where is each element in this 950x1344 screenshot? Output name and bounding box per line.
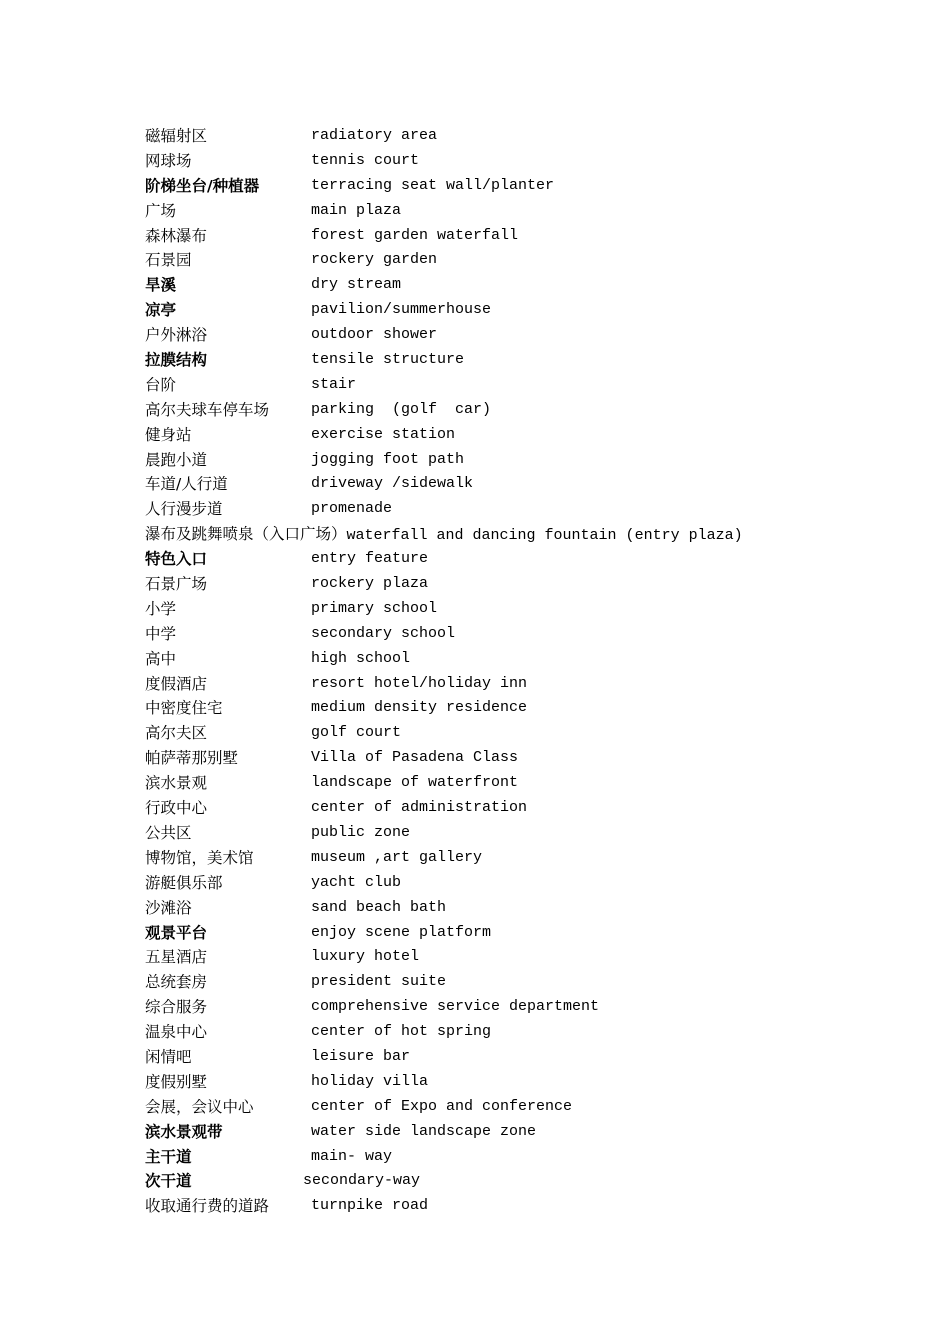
chinese-term: 特色入口 (145, 550, 208, 569)
chinese-term: 温泉中心 (145, 1023, 208, 1042)
glossary-entry (145, 846, 845, 871)
english-translation: primary school (311, 599, 438, 617)
glossary-entry (145, 1045, 845, 1070)
chinese-term: 滨水景观带 (145, 1122, 223, 1141)
glossary-entry (145, 348, 845, 373)
chinese-term: 户外淋浴 (145, 326, 208, 345)
glossary-entry (145, 622, 845, 647)
english-translation: president suite (311, 973, 447, 991)
glossary-entry (145, 921, 845, 946)
glossary-entry (145, 497, 845, 522)
english-translation: medium density residence (311, 699, 528, 717)
glossary-entry (145, 448, 845, 473)
glossary-entry (145, 1145, 845, 1170)
chinese-term: 磁辐射区 (145, 127, 208, 145)
english-translation: yacht club (311, 873, 402, 891)
glossary-entry (145, 149, 845, 174)
chinese-term: 拉膜结构 (145, 351, 208, 370)
chinese-term: 收取通行费的道路 (145, 1197, 270, 1216)
english-translation: main plaza (311, 201, 402, 219)
glossary-entry (145, 796, 845, 821)
chinese-term: 广场 (145, 201, 177, 220)
english-translation: exercise station (311, 425, 456, 443)
english-translation: secondary school (311, 624, 456, 642)
english-translation: water side landscape zone (311, 1122, 537, 1140)
glossary-entry (145, 398, 845, 423)
chinese-term: 高尔夫区 (145, 724, 208, 743)
english-translation: promenade (311, 500, 393, 518)
english-translation: turnpike road (311, 1197, 429, 1215)
glossary-entry (145, 298, 845, 323)
chinese-term: 行政中心 (145, 799, 208, 818)
english-translation: luxury hotel (311, 948, 420, 966)
chinese-term: 沙滩浴 (145, 898, 192, 917)
chinese-term: 阶梯坐台/种植器 (145, 176, 260, 195)
glossary-entry (145, 896, 845, 921)
english-translation: jogging foot path (311, 450, 465, 468)
glossary-entry (145, 721, 845, 746)
chinese-term: 小学 (145, 599, 177, 618)
english-translation: waterfall and dancing fountain (entry plaza) (346, 527, 743, 545)
glossary-entry (145, 995, 845, 1020)
glossary-entry (145, 1120, 845, 1145)
glossary-entry (145, 547, 845, 572)
glossary-entry (145, 871, 845, 896)
chinese-term: 次干道 (145, 1172, 192, 1191)
chinese-term: 度假酒店 (145, 674, 208, 693)
glossary-entry (145, 746, 845, 771)
glossary-entry (145, 124, 845, 149)
chinese-term: 石景园 (145, 251, 192, 270)
chinese-term: 公共区 (145, 823, 192, 842)
english-translation: radiatory area (311, 127, 438, 144)
chinese-term: 会展，会议中心 (145, 1097, 254, 1116)
glossary-entry (145, 970, 845, 995)
english-translation: high school (311, 649, 411, 667)
chinese-term: 主干道 (145, 1147, 192, 1166)
english-translation: driveway /sidewalk (311, 475, 474, 493)
chinese-term: 中密度住宅 (145, 699, 223, 718)
glossary-entry (145, 1070, 845, 1095)
glossary-entry (145, 174, 845, 199)
english-translation: center of administration (311, 799, 528, 817)
glossary-entry (145, 821, 845, 846)
english-translation: leisure bar (311, 1047, 411, 1065)
glossary-entry (145, 373, 845, 398)
chinese-term: 综合服务 (145, 998, 208, 1017)
glossary-entry (145, 522, 845, 547)
english-translation: entry feature (311, 550, 429, 568)
english-translation: rockery plaza (311, 575, 429, 593)
chinese-term: 度假别墅 (145, 1072, 208, 1091)
chinese-term: 石景广场 (145, 575, 208, 594)
english-translation: tennis court (311, 151, 420, 169)
glossary-entry (145, 224, 845, 249)
chinese-term: 森林瀑布 (145, 226, 208, 245)
english-translation: parking (golf car) (311, 400, 492, 418)
english-translation: golf court (311, 724, 402, 742)
english-translation: forest garden waterfall (311, 226, 519, 244)
chinese-term: 凉亭 (145, 301, 177, 320)
english-translation: outdoor shower (311, 326, 438, 344)
chinese-term: 五星酒店 (145, 948, 208, 967)
chinese-term: 人行漫步道 (145, 500, 223, 519)
chinese-term: 游艇俱乐部 (145, 873, 223, 892)
chinese-term: 车道/人行道 (145, 475, 228, 494)
glossary-entry (145, 1169, 845, 1194)
glossary-entry (145, 771, 845, 796)
chinese-term: 台阶 (145, 375, 177, 394)
glossary-entry (145, 696, 845, 721)
english-translation: terracing seat wall/planter (311, 176, 555, 194)
chinese-term: 观景平台 (145, 923, 208, 942)
chinese-term: 闲情吧 (145, 1047, 192, 1066)
glossary-list (145, 124, 845, 1219)
english-translation: comprehensive service department (311, 998, 600, 1016)
glossary-entry (145, 199, 845, 224)
english-translation: museum ,art gallery (311, 848, 483, 866)
glossary-entry (145, 248, 845, 273)
chinese-term: 滨水景观 (145, 774, 208, 793)
glossary-entry (145, 273, 845, 298)
glossary-entry (145, 472, 845, 497)
glossary-entry (145, 1020, 845, 1045)
english-translation: center of hot spring (311, 1023, 492, 1041)
chinese-term: 中学 (145, 624, 177, 643)
chinese-term: 网球场 (145, 151, 192, 170)
chinese-term: 高中 (145, 649, 177, 668)
english-translation: sand beach bath (311, 898, 447, 916)
glossary-entry (145, 647, 845, 672)
english-translation: stair (311, 375, 357, 393)
chinese-term: 帕萨蒂那别墅 (145, 749, 239, 768)
glossary-entry (145, 597, 845, 622)
chinese-term: 晨跑小道 (145, 450, 208, 469)
english-translation: main- way (311, 1147, 393, 1165)
english-translation: pavilion/summerhouse (311, 301, 492, 319)
glossary-entry (145, 1194, 845, 1219)
english-translation: tensile structure (311, 351, 465, 369)
english-translation: rockery garden (311, 251, 438, 269)
glossary-entry (145, 672, 845, 697)
chinese-term: 总统套房 (145, 973, 208, 992)
glossary-entry (145, 945, 845, 970)
chinese-term: 瀑布及跳舞喷泉（入口广场） (145, 525, 347, 544)
chinese-term: 健身站 (145, 425, 192, 444)
english-translation: public zone (311, 823, 411, 841)
chinese-term: 高尔夫球车停车场 (145, 400, 270, 419)
english-translation: dry stream (311, 276, 402, 294)
english-translation: resort hotel/holiday inn (311, 674, 528, 692)
english-translation: Villa of Pasadena Class (311, 749, 519, 767)
glossary-entry (145, 572, 845, 597)
glossary-entry (145, 423, 845, 448)
english-translation: center of Expo and conference (311, 1097, 573, 1115)
glossary-entry (145, 1095, 845, 1120)
english-translation: holiday villa (311, 1072, 429, 1090)
english-translation: landscape of waterfront (311, 774, 519, 792)
chinese-term: 博物馆，美术馆 (145, 848, 254, 867)
english-translation: enjoy scene platform (311, 923, 492, 941)
chinese-term: 旱溪 (145, 276, 177, 295)
english-translation: secondary-way (303, 1172, 421, 1190)
glossary-entry (145, 323, 845, 348)
